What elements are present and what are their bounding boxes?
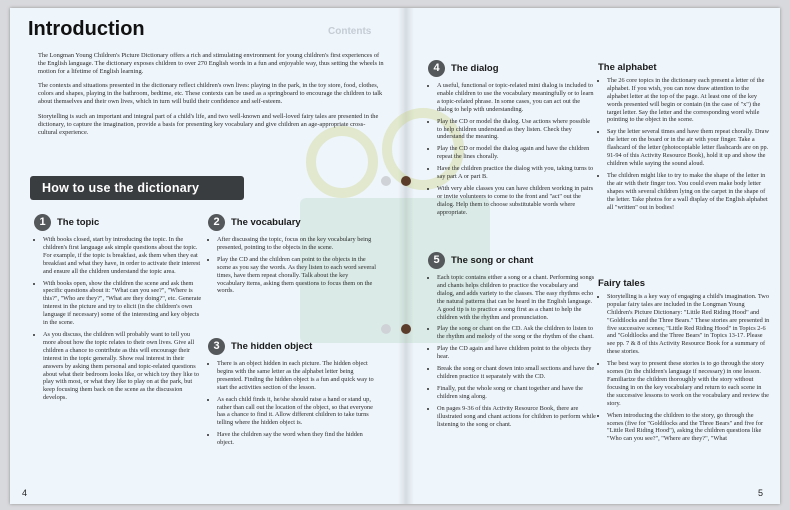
intro-text	[38, 52, 384, 143]
section-hidden-object	[208, 338, 376, 451]
list-item: • Say the letter several times and have them repeat chorally. Draw the letter on the board or in the air with your finger. Take a flashcard of the letter (photocopiable letter flashcards are on pp. 91-94 of this Activity Resource Book), hold it up and show the children while saying the sound aloud.	[607, 128, 770, 168]
section-number: 5	[428, 252, 445, 269]
list-item: • As you discuss, the children will probably want to tell you more about how the topic relates to their own lives. Give all children a chance to contribute as this will encourage their interest in the topic generally. Show real interest in their answers by asking them personal and topic-related questions about what their bedroom looks like, or which toy they like to play with most, or what they like to play on at the park, but keep focusing them back on the scene as the discussion develops.	[43, 331, 202, 402]
list-item: • Play the CD or model the dialog. Use actions where possible to help children understand as they listen. Check they understand the meaning.	[437, 118, 596, 142]
bullet-list	[598, 293, 770, 443]
list-item: • The best way to present these stories is to go through the story scenes (in the children's language if necessary) in one lesson. Familiarize the children thoroughly with the story without focusing in on the key vocabulary and return to each scene in the successive lessons to work on the vocabulary and review the story.	[607, 360, 770, 407]
list-item: • There is an object hidden in each picture. The hidden object begins with the same letter as the alphabet letter being presented. Finding the hidden object is a fun and quick way to start the activities section of the lesson.	[217, 360, 376, 392]
section-dialog	[428, 60, 596, 221]
binding-hole	[381, 176, 391, 186]
bullet-list	[428, 274, 596, 428]
list-item: • Play the CD again and have children point to the objects they hear.	[437, 345, 596, 361]
section-vocabulary	[208, 214, 376, 299]
section-number: 3	[208, 338, 225, 355]
page-number-left: 4	[22, 488, 28, 498]
list-item: • With very able classes you can have children working in pairs or invite volunteers to come to the front and "act" out the dialog. Help them to choose substitutable words where appropriate.	[437, 185, 596, 217]
section-banner: How to use the dictionary	[30, 176, 244, 200]
bullet-list	[208, 360, 376, 447]
section-number: 4	[428, 60, 445, 77]
section-alphabet	[598, 64, 770, 215]
bullet-list	[34, 236, 202, 402]
list-item: • A useful, functional or topic-related mini dialog is included to enable children to use the vocabulary meaningfully or to learn a topic-related phrase. In some cases, you can act out the dialog to help with understanding.	[437, 82, 596, 114]
list-item: • Have the children practice the dialog with you, taking turns to say part A or part B.	[437, 165, 596, 181]
page-title: Introduction	[28, 18, 145, 40]
binding-hole	[401, 176, 411, 186]
list-item: • The 26 core topics in the dictionary each present a letter of the alphabet. If you wish, you can now draw attention to the alphabet letter at the top of the page. At least one of the key words presented will begin or contain (in the case of "x") the target letter. Say the letter and the corresponding word while pointing to the object in the scene.	[607, 77, 770, 124]
section-title: The vocabulary	[231, 216, 301, 228]
list-item: • Play the CD or model the dialog again and have the children repeat the lines chorally.	[437, 145, 596, 161]
intro-paragraph: The Longman Young Children's Picture Dictionary offers a rich and stimulating environment for young children's first experiences of the English language. The dictionary exposes children to over 270 English words in a fun and enjoyable way, thus setting the wheels in motion for a lifetime of English learning.	[38, 52, 384, 76]
section-title: Fairy tales	[598, 278, 645, 289]
section-fairy-tales	[598, 280, 770, 447]
bullet-list	[598, 77, 770, 212]
bullet-list	[208, 236, 376, 295]
intro-paragraph: The contexts and situations presented in the dictionary reflect children's own lives: playing in the park, in the toy store, food, clothes, colors and shapes, playing in the bathroom, bedtime, etc. These contexts can be used as a springboard to encourage the children to talk about themselves and their own lives, which in turn will build their confidence and self-esteem.	[38, 82, 383, 106]
section-title: The song or chant	[451, 254, 534, 266]
list-item: • On pages 9-36 of this Activity Resource Book, there are illustrated song and chant actions for children to perform while listening to the song or chant.	[437, 405, 596, 429]
list-item: • The children might like to try to make the shape of the letter in the air with their finger too. You could even make body letter shapes with several children lying on the carpet in the shape of the letter. Take photos for a wall display of the English alphabet all "written" out in bodies!	[607, 172, 770, 212]
list-item: • Finally, put the whole song or chant together and have the children sing along.	[437, 385, 596, 401]
list-item: • Play the song or chant on the CD. Ask the children to listen to the rhythm and melody of the song or the rhythm of the chant.	[437, 325, 596, 341]
binding-hole	[381, 324, 391, 334]
list-item: • Break the song or chant down into small sections and have the children practice it separately with the CD.	[437, 365, 596, 381]
list-item: • Have the children say the word when they find the hidden object.	[217, 431, 376, 447]
section-topic	[34, 214, 202, 406]
book-gutter	[398, 8, 414, 504]
bullet-list	[428, 82, 596, 217]
list-item: • After discussing the topic, focus on the key vocabulary being presented, pointing to the objects in the scene.	[217, 236, 376, 252]
list-item: • As each child finds it, he/she should raise a hand or stand up, rather than call out the location of the object, so that everyone has a chance to find it. Allow different children to take turns telling where the hidden object is.	[217, 396, 376, 428]
section-title: The alphabet	[598, 62, 657, 73]
section-number: 2	[208, 214, 225, 231]
list-item: • With books closed, start by introducing the topic. In the children's first language ask simple questions about the topic. For example, if the topic is breakfast, ask them when they eat breakfast and what they have, in order to activate their interest and ensure all the children understand the topic area.	[43, 236, 202, 276]
list-item: • With books open, show the children the scene and ask them specific questions about it: "What can you see?", "Where is this?", "Who are they?", "What are they doing?", etc. Generate interest in the picture and try to elicit (in the children's own language if necessary) some of the interesting and key objects in the scene.	[43, 280, 202, 327]
section-song	[428, 252, 596, 432]
page-number-right: 5	[758, 488, 764, 498]
list-item: • Storytelling is a key way of engaging a child's imagination. Two popular fairy tales are included in the Longman Young Children's Picture Dictionary: "Little Red Riding Hood" and "Goldilocks and the Three Bears." These stories are presented in five successive scenes; "Little Red Riding Hood" in Topics 2-6 and "Goldilocks and the Three Bears" in Topics 13-17. Please see pp. 7 & 8 of this Activity Resource Book for a summary of these stories.	[607, 293, 770, 356]
section-title: The hidden object	[231, 340, 313, 352]
intro-paragraph: Storytelling is such an important and integral part of a child's life, and two well-known and well-loved fairy tales are presented in the dictionary, to capture the imagination, provide a basis for presenting key vocabulary and give children an age-appropriate cross-cultural experience.	[38, 112, 379, 136]
list-item: • Play the CD and the children can point to the objects in the scene as you say the words. As they listen to each word several times, have them repeat chorally. Talk about the key vocabulary items, asking them questions to focus them on the words.	[217, 256, 376, 296]
section-title: The dialog	[451, 62, 499, 74]
binding-hole	[401, 324, 411, 334]
watermark-text: Contents	[328, 26, 372, 37]
section-title: The topic	[57, 216, 100, 228]
book-spread	[10, 8, 780, 504]
section-number: 1	[34, 214, 51, 231]
list-item: • When introducing the children to the story, go through the scenes (five for "Goldilocks and the Three Bears" and five for "Little Red Riding Hood"), asking the children questions like "Who can you see?", "Where are they?", "What	[607, 412, 770, 444]
list-item: • Each topic contains either a song or a chant. Performing songs and chants helps children to practice the vocabulary and dialog, and adds variety to the classes. The easy rhythms echo the natural patterns that can be heard in the English language. A good tip is to practice a song first as a chant to help the children with the rhythm and pronunciation.	[437, 274, 596, 321]
